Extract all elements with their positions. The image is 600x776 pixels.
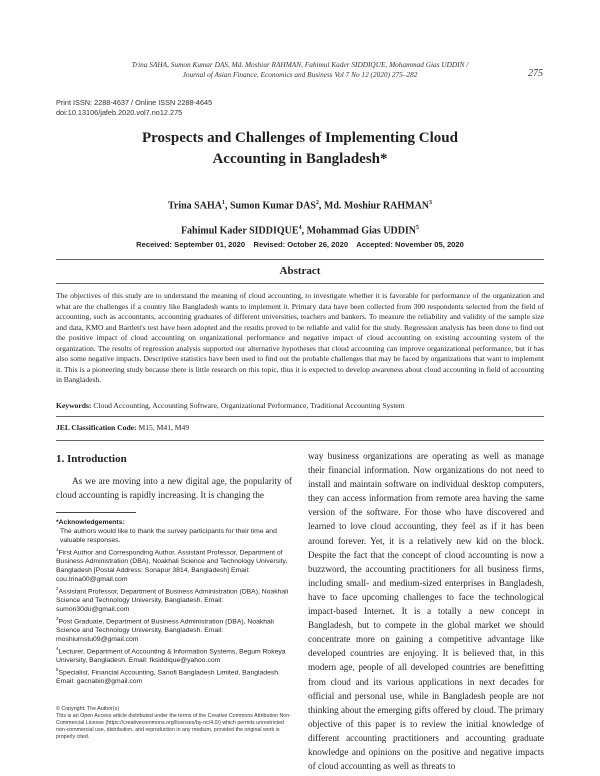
intro-paragraph-right: way business organizations are operating as well as manage their financial information. Now organizations do not need to install and maintain software on individual desktop computers, they can access information from remote area having the same version of the software. For those who have discovered and learned to love cloud accounting, they feel as if it has been around forever. Yet, it is a relatively new kid on the block. Despite the fact that the concept of cloud accounting is now a buzzword, the accounting practitioners for all business firms, including small- and medium-sized enterprises in Bangladesh, have to face upcoming challenges to face the technological impact-based Internet. It is a totally a new concept in Bangladesh, but to compete in the global market we should concentrate more on gaining a competitive advantage like developed countries are enjoying. It is believed that, in this modern age, people of all developed countries are benefitting from cloud and its various applications in next decades for official and personal use, while in Bangladesh people are not thinking about the emerging gifts offered by cloud. The primary objective of this paper is to review the initial knowledge of different accounting practitioners and accounting graduate knowledge and opinions on the positive and negative impacts of cloud accounting as well as threats to: [308, 451, 544, 772]
author-name: Trina SAHA: [167, 200, 222, 212]
divider: [56, 259, 544, 260]
running-header-journal: Journal of Asian Finance, Economics and Business Vol 7 No 12 (2020) 275–282: [182, 70, 418, 79]
footnote-mark: 2: [56, 585, 59, 591]
divider: [56, 283, 544, 284]
submission-dates: Received: September 01, 2020 Revised: October 26, 2020 Accepted: November 05, 2020: [136, 240, 464, 249]
keywords-label: Keywords:: [56, 401, 92, 410]
footnote-item: [56, 615, 292, 645]
intro-paragraph-left: As we are moving into a new digital age, the popularity of cloud accounting is rapidly increasing. It is changing the: [56, 476, 292, 501]
footnote-item: [56, 585, 292, 615]
author-name: Fahimul Kader SIDDIQUE: [180, 225, 299, 237]
author-separator: ,: [224, 200, 230, 212]
footnote-text: Lecturer, Department of Accounting & Information Systems, Begum Rokeya University, Bangladesh. Email: fksiddique@yahoo.com: [56, 647, 286, 664]
author-line-2: [100, 217, 500, 242]
copyright-notice: [56, 706, 292, 741]
issn-block: [56, 98, 212, 118]
acknowledgements-label: *Acknowledgements:: [56, 519, 125, 526]
title-line-1: Prospects and Challenges of Implementing Cloud: [142, 130, 458, 146]
jel-label: JEL Classification Code:: [56, 423, 137, 432]
footnotes: [56, 519, 292, 687]
license-text: This is an Open Access article distributed under the terms of the Creative Commons Attribution Non-Commercial License (https://creativecommons.org/licenses/by-nc/4.0/) which permits unrestricted non-commercial use, distribution, and reproduction in any medium, provided the original work is properly cited.: [56, 712, 291, 740]
keywords-text: Cloud Accounting, Accounting Software, Organizational Performance, Traditional Accounting System: [93, 401, 405, 410]
footnote-mark: 1: [56, 546, 59, 552]
author-name: Mohammad Gias UDDIN: [306, 225, 417, 237]
divider: [56, 440, 544, 441]
footnote-item: [56, 666, 292, 687]
footnote-item: [56, 645, 292, 666]
author-separator: ,: [318, 200, 324, 212]
author-line-1: [100, 192, 500, 217]
page-number: 275: [528, 68, 543, 79]
author-name: Md. Moshiur RAHMAN: [323, 200, 430, 212]
author-separator: ,: [301, 225, 307, 237]
section-heading-introduction: 1. Introduction: [56, 453, 127, 465]
abstract-heading: Abstract: [279, 265, 321, 277]
issn-line: Print ISSN: 2288-4637 / Online ISSN 2288-4645: [56, 98, 213, 107]
divider: [56, 416, 544, 417]
keywords: [56, 401, 544, 410]
footnote-text: Specialist, Financial Accounting, Sanofi Bangladesh Limited, Bangladesh. Email: gacnabin@gmail.com: [56, 668, 280, 685]
author-list: [100, 192, 500, 243]
abstract-text: The objectives of this study are to understand the meaning of cloud accounting, to investigate whether it is favorable for performance of the organization and what are the challenges if a country like Bangladesh wants to implement it. Primary data have been collected from 300 respondents selected from the field of accounting, such as accountants, accounting graduates of different universities, teachers and bankers. To measure the reliability and validity of the sample size and data, KMO and Bartlett's test have been adopted and the results proved to be reliable and valid for the study. Regression analysis has been done to find out the positive impact of cloud accounting on organizational performance and negative impact of cloud accounting on existing accounting system of the organization. The results of regression analysis supported our alternative hypotheses that cloud accounting can improve organizational performance, but it has also some negative impacts. Descriptive statistics have been used to find out the probable challenges that may be faced by organizations that want to implement it. This is a pioneering study because there is little research on this topic, thus it is expected to develop awareness about cloud accounting in field of accounting in Bangladesh.: [56, 291, 544, 385]
jel-codes: M15, M41, M49: [138, 423, 190, 432]
footnote-text: First Author and Corresponding Author. Assistant Professor, Department of Business Administration (DBA), Noakhali Science and Technology University, Bangladesh [Postal Address: Sonapur 3814, Bangladesh] Email: cou.trina00@gmail.com: [56, 548, 288, 583]
title-line-2: Accounting in Bangladesh*: [212, 151, 388, 167]
running-header: [110, 60, 490, 80]
author-affiliation-mark: 5: [416, 225, 420, 232]
footnote-mark: 5: [56, 666, 59, 672]
copyright-line: © Copyright: The Author(s): [56, 706, 119, 712]
footnote-divider: [56, 512, 136, 513]
footnote-mark: 3: [56, 615, 59, 621]
author-affiliation-mark: 3: [429, 200, 433, 206]
author-affiliation-mark: 4: [298, 225, 302, 232]
author-affiliation-mark: 1: [221, 200, 225, 206]
acknowledgements-text: The authors would like to thank the survey participants for their time and valuable responses.: [60, 527, 277, 544]
footnote-text: Assistant Professor, Department of Business Administration (DBA), Noakhali Science and Technology University, Bangladesh. Email: sumon30du@gmail.com: [56, 587, 289, 613]
author-name: Sumon Kumar DAS: [229, 200, 316, 212]
footnote-text: Post Graduate, Department of Business Administration (DBA), Noakhali Science and Technology University, Bangladesh. Email: moshiurnstu09@gmail.com: [56, 617, 274, 643]
footnote-mark: 4: [56, 645, 59, 651]
doi-line: doi:10.13106/jafeb.2020.vol7.no12.275: [56, 108, 183, 117]
author-affiliation-mark: 2: [315, 200, 319, 206]
running-header-authors: Trina SAHA, Sumon Kumar DAS, Md. Moshiur RAHMAN, Fahimul Kader SIDDIQUE, Mohammad Gias UDDIN /: [131, 60, 469, 69]
footnote-item: [56, 546, 292, 585]
paper-title: [100, 128, 500, 170]
jel-classification: [56, 423, 544, 432]
